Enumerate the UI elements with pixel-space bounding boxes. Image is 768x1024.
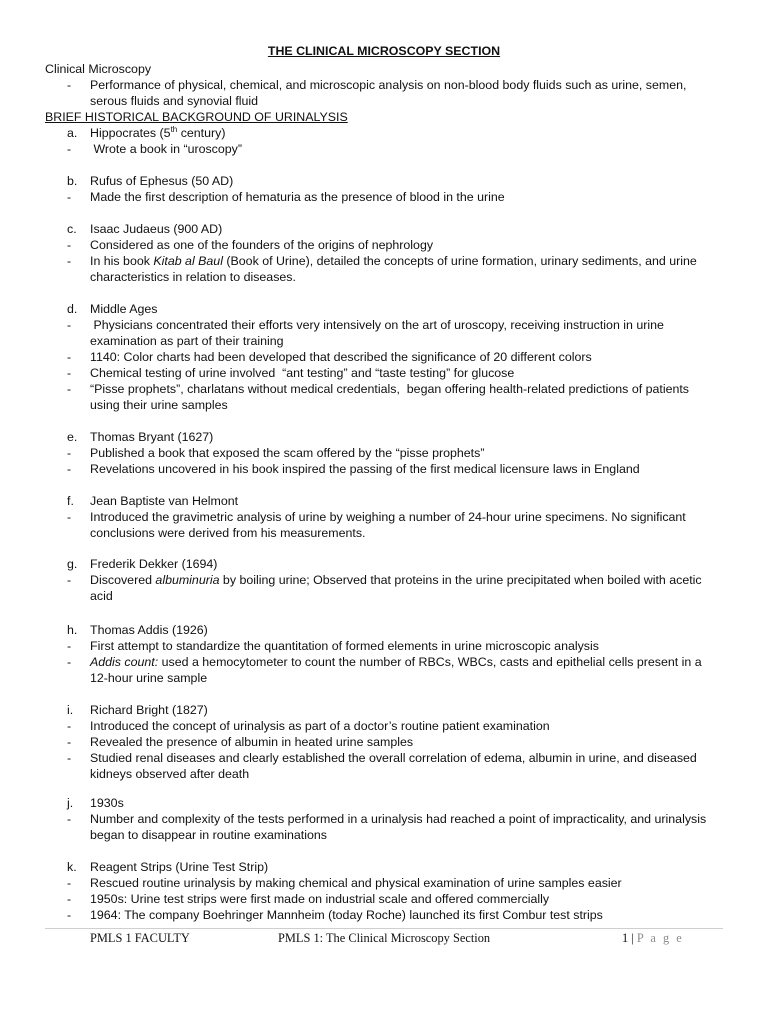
bullet-text: Number and complexity of the tests performed in a urinalysis had reached a point of impracticality, and urinalysis bbox=[90, 812, 707, 826]
bullet-dash: - bbox=[67, 812, 72, 826]
bullet-text: 1950s: Urine test strips were first made on industrial scale and offered commercially bbox=[90, 892, 550, 906]
bullet-dash: - bbox=[67, 719, 72, 733]
bullet-dash: - bbox=[67, 382, 72, 396]
item-marker: k. bbox=[67, 860, 77, 874]
bullet-text: characteristics in relation to diseases. bbox=[90, 270, 296, 284]
bullet-text: Physicians concentrated their efforts very intensively on the art of uroscopy, receiving instruction in urine bbox=[90, 318, 664, 332]
bullet-text: 12-hour urine sample bbox=[90, 671, 208, 685]
item-title: Richard Bright (1827) bbox=[90, 703, 208, 717]
item-title-tail: century) bbox=[177, 126, 226, 140]
bullet-text-post: used a hemocytometer to count the number of RBCs, WBCs, casts and epithelial cells present in a bbox=[158, 655, 702, 669]
bullet-dash: - bbox=[67, 462, 72, 476]
bullet-text-pre: Discovered bbox=[90, 573, 156, 587]
bullet-text: began to disappear in routine examinations bbox=[90, 828, 327, 842]
item-marker: b. bbox=[67, 174, 78, 188]
footer-page bbox=[622, 931, 684, 946]
item-marker: h. bbox=[67, 623, 78, 637]
item-title: Thomas Addis (1926) bbox=[90, 623, 208, 637]
bullet-text-italic: Addis count: bbox=[90, 655, 159, 669]
bullet-text: 1964: The company Boehringer Mannheim (today Roche) launched its first Combur test strips bbox=[90, 908, 603, 922]
bullet-text: Studied renal diseases and clearly established the overall correlation of edema, albumin in urine, and diseased bbox=[90, 751, 697, 765]
bullet-text bbox=[90, 655, 702, 670]
item-marker: e. bbox=[67, 430, 78, 444]
footer-page-word: P a g e bbox=[636, 931, 684, 945]
bullet-text-italic: Kitab al Baul bbox=[153, 254, 223, 268]
section-heading: BRIEF HISTORICAL BACKGROUND OF URINALYSIS bbox=[45, 110, 348, 124]
bullet-text-pre: In his book bbox=[90, 254, 154, 268]
bullet-text: Considered as one of the founders of the origins of nephrology bbox=[90, 238, 434, 252]
bullet-dash: - bbox=[67, 190, 72, 204]
item-marker: i. bbox=[67, 703, 74, 717]
bullet-dash: - bbox=[67, 318, 72, 332]
bullet-dash: - bbox=[67, 908, 72, 922]
bullet-dash: - bbox=[67, 366, 72, 380]
bullet-text-italic: albuminuria bbox=[155, 573, 220, 587]
bullet-dash: - bbox=[67, 876, 72, 890]
bullet-text: Revelations uncovered in his book inspired the passing of the first medical licensure laws in England bbox=[90, 462, 640, 476]
item-marker: g. bbox=[67, 557, 78, 571]
bullet-text-post: by boiling urine; Observed that proteins in the urine precipitated when boiled with acetic bbox=[219, 573, 702, 587]
intro-bullet-cont: serous fluids and synovial fluid bbox=[90, 94, 259, 108]
bullet-dash: - bbox=[67, 655, 72, 669]
item-marker: d. bbox=[67, 302, 78, 316]
bullet-text: using their urine samples bbox=[90, 398, 228, 412]
bullet-dash: - bbox=[67, 639, 72, 653]
footer-rule bbox=[45, 928, 723, 929]
bullet-text: Rescued routine urinalysis by making chemical and physical examination of urine samples easier bbox=[90, 876, 622, 890]
item-title bbox=[90, 126, 225, 141]
bullet-dash: - bbox=[67, 751, 72, 765]
footer-page-number: 1 bbox=[622, 931, 629, 945]
bullet-text: examination as part of their training bbox=[90, 334, 284, 348]
intro-heading: Clinical Microscopy bbox=[45, 62, 152, 76]
bullet-text: Introduced the gravimetric analysis of urine by weighing a number of 24-hour urine specimens. No significant bbox=[90, 510, 686, 524]
bullet-text: conclusions were derived from his measurements. bbox=[90, 526, 366, 540]
item-title: Thomas Bryant (1627) bbox=[90, 430, 214, 444]
bullet-text: Revealed the presence of albumin in heated urine samples bbox=[90, 735, 414, 749]
intro-bullet: Performance of physical, chemical, and microscopic analysis on non-blood body fluids such as urine, semen, bbox=[90, 78, 687, 92]
footer-left: PMLS 1 FACULTY bbox=[90, 931, 190, 945]
item-title: Rufus of Ephesus (50 AD) bbox=[90, 174, 234, 188]
bullet-text bbox=[90, 254, 697, 269]
bullet-dash: - bbox=[67, 446, 72, 460]
document-title: THE CLINICAL MICROSCOPY SECTION bbox=[267, 44, 501, 58]
bullet-text: Wrote a book in “uroscopy” bbox=[90, 142, 242, 156]
item-title: Reagent Strips (Urine Test Strip) bbox=[90, 860, 269, 874]
footer-center: PMLS 1: The Clinical Microscopy Section bbox=[278, 931, 491, 945]
bullet-dash: - bbox=[67, 350, 72, 364]
bullet-dash: - bbox=[67, 510, 72, 524]
bullet-dash: - bbox=[67, 735, 72, 749]
bullet-dash: - bbox=[67, 892, 72, 906]
bullet-text: Published a book that exposed the scam offered by the “pisse prophets” bbox=[90, 446, 485, 460]
bullet-text: Made the first description of hematuria as the presence of blood in the urine bbox=[90, 190, 505, 204]
item-title: Jean Baptiste van Helmont bbox=[90, 494, 239, 508]
bullet-text: kidneys observed after death bbox=[90, 767, 250, 781]
bullet-text: Chemical testing of urine involved “ant testing” and “taste testing” for glucose bbox=[90, 366, 515, 380]
item-title-text: Hippocrates (5 bbox=[90, 126, 171, 140]
item-title: 1930s bbox=[90, 796, 124, 810]
item-title: Frederik Dekker (1694) bbox=[90, 557, 218, 571]
bullet-text bbox=[90, 573, 702, 588]
item-title: Isaac Judaeus (900 AD) bbox=[90, 222, 223, 236]
bullet-text: “Pisse prophets”, charlatans without medical credentials, began offering health-related predictions of patients bbox=[90, 382, 689, 396]
bullet-dash: - bbox=[67, 254, 72, 268]
bullet-dash: - bbox=[67, 142, 72, 156]
item-marker: f. bbox=[67, 494, 74, 508]
footer-separator: | bbox=[628, 931, 637, 945]
item-title-superscript: th bbox=[170, 124, 178, 134]
item-marker: a. bbox=[67, 126, 78, 140]
item-title: Middle Ages bbox=[90, 302, 158, 316]
bullet-text: acid bbox=[90, 589, 113, 603]
item-marker: j. bbox=[67, 796, 74, 810]
intro-bullet-dash: - bbox=[67, 78, 72, 92]
item-marker: c. bbox=[67, 222, 77, 236]
bullet-text: 1140: Color charts had been developed that described the significance of 20 different colors bbox=[90, 350, 592, 364]
bullet-text: Introduced the concept of urinalysis as part of a doctor’s routine patient examination bbox=[90, 719, 550, 733]
bullet-text-post: (Book of Urine), detailed the concepts of urine formation, urinary sediments, and urine bbox=[222, 254, 697, 268]
bullet-text: First attempt to standardize the quantitation of formed elements in urine microscopic analysis bbox=[90, 639, 599, 653]
bullet-dash: - bbox=[67, 573, 72, 587]
bullet-dash: - bbox=[67, 238, 72, 252]
